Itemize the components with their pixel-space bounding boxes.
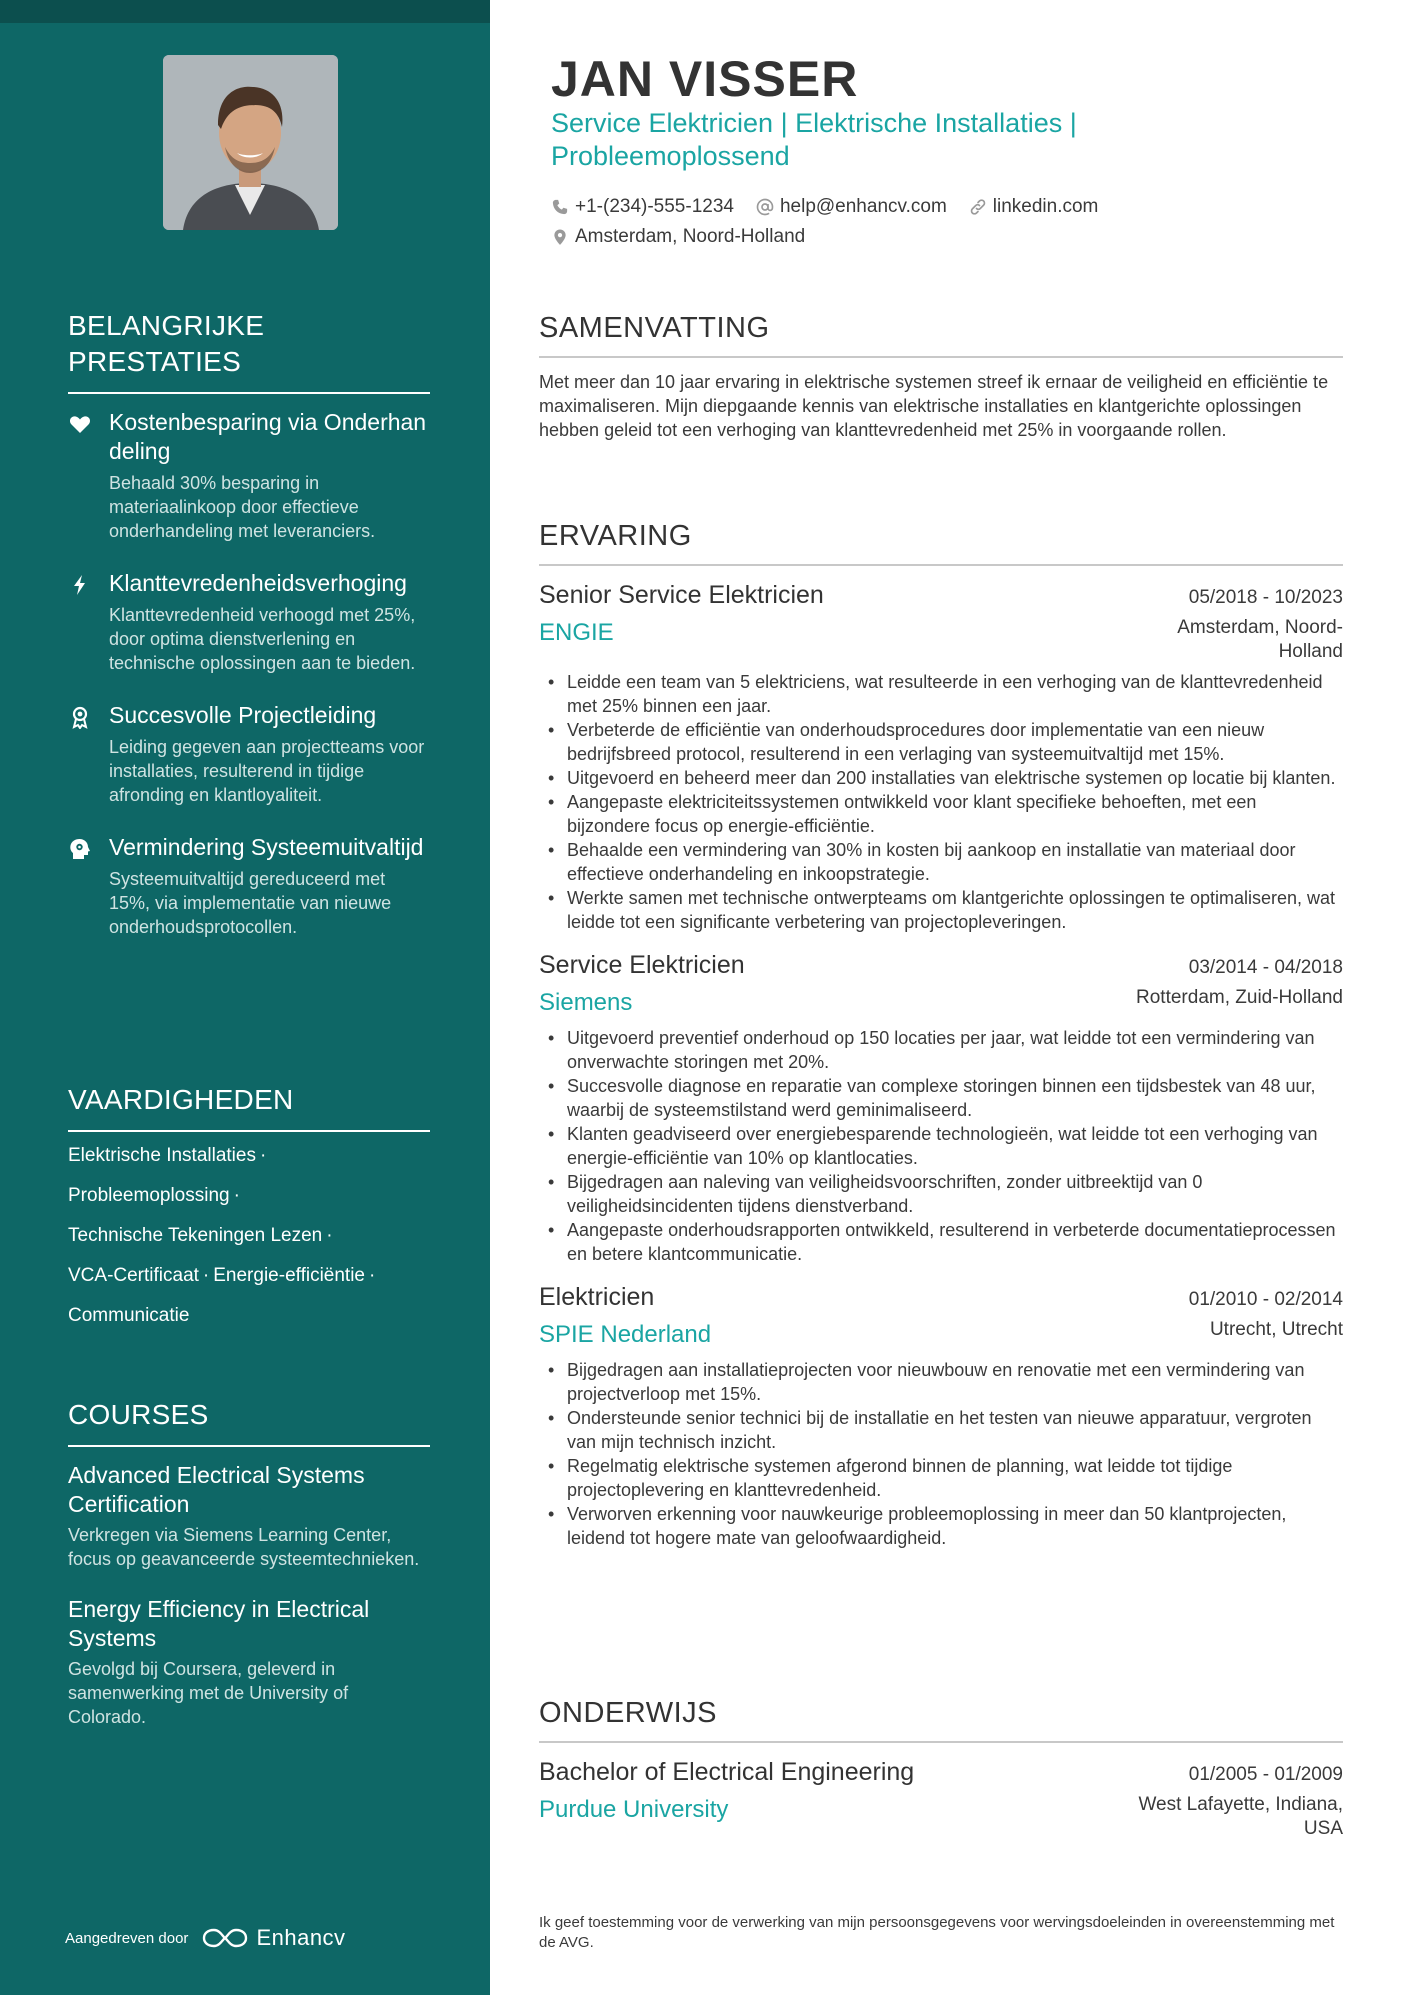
- job-entry: [539, 948, 1343, 1266]
- contact-location: [551, 226, 805, 248]
- education-section: [539, 1695, 1343, 1855]
- achievements-title: BELANGRIJKE PRESTATIES: [68, 308, 430, 394]
- candidate-name: JAN VISSER: [551, 51, 859, 107]
- job-bullet: • Leidde een team van 5 elektriciens, wat resulteerde in een verhoging van de klanttevredenheid met 25% binnen een jaar.: [539, 670, 1343, 718]
- linkedin-text: linkedin.com: [992, 196, 1099, 217]
- contact-info: [551, 192, 1120, 252]
- school-name: Purdue University: [539, 1796, 729, 1823]
- brand-name: Enhancv: [256, 1925, 346, 1950]
- job-title: Service Elektricien: [539, 951, 745, 979]
- skills-section: [68, 1082, 430, 1336]
- person-avatar-icon: [163, 55, 338, 230]
- job-bullet: • Uitgevoerd en beheerd meer dan 200 installaties van elektrische systemen op locatie bij klanten.: [539, 766, 1343, 790]
- skill-row: [68, 1256, 430, 1296]
- achievement-desc: Systeemuitvaltijd gereduceerd met 15%, via implementatie van nieuwe onderhoudsprotocollen.: [109, 869, 392, 937]
- job-bullet: • Bijgedragen aan installatieprojecten voor nieuwbouw en renovatie met een vermindering van projectverloop met 15%.: [539, 1358, 1343, 1406]
- experience-section: [539, 518, 1343, 1564]
- courses-section: [68, 1397, 430, 1753]
- job-bullet: • Verbeterde de efficiëntie van onderhoudsprocedures door implementatie van een nieuw bedrijfsbreed protocol, resulterend in een verlaging van systeemuitvaltijd met 15%.: [539, 718, 1343, 766]
- skill-item: Elektrische Installaties: [68, 1145, 256, 1166]
- job-bullet: • Verworven erkenning voor nauwkeurige probleemoplossing in meer dan 50 klantprojecten, leidend tot hogere mate van geloofwaardigheid.: [539, 1502, 1343, 1550]
- job-title: Senior Service Elektricien: [539, 581, 824, 609]
- contact-phone[interactable]: [551, 196, 734, 218]
- job-location: Utrecht, Utrecht: [1209, 1319, 1343, 1340]
- job-bullet: • Aangepaste elektriciteitssystemen ontwikkeld voor klant specifieke behoeften, met een bijzondere focus op energie-efficiëntie.: [539, 790, 1343, 838]
- heart-icon: [68, 412, 92, 436]
- candidate-headline: Service Elektricien | Elektrische Installaties | Probleemoplossend: [551, 108, 1077, 171]
- job-company: ENGIE: [539, 619, 614, 646]
- contact-linkedin[interactable]: [969, 196, 1099, 218]
- skill-row: [68, 1296, 430, 1336]
- achievement-title: Vermindering Systeemuitvaltijd: [109, 834, 424, 860]
- job-bullet: • Uitgevoerd preventief onderhoud op 150 locaties per jaar, wat leidde tot een vermindering van onverwachte storingen met 20%.: [539, 1026, 1343, 1074]
- skill-separator: ·: [202, 1265, 210, 1286]
- job-bullets: [539, 1026, 1343, 1266]
- experience-title: ERVARING: [539, 518, 1343, 566]
- consent-footer: Ik geef toestemming voor de verwerking van mijn persoonsgegevens voor wervingsdoeleinden in overeenstemming met de AVG.: [539, 1914, 1335, 1951]
- summary-text: Met meer dan 10 jaar ervaring in elektrische systemen streef ik ernaar de veiligheid en efficiëntie te maximaliseren. Mijn diepgaande kennis van elektrische installaties en klantgerichte oplossingen hebben geleid tot een verhoging van klanttevredenheid met 25% in voorgaande rollen.: [539, 372, 1329, 440]
- job-bullet: • Behaalde een vermindering van 30% in kosten bij aankoop en installatie van materiaal door effectieve onderhandeling en inkoopstrategie.: [539, 838, 1343, 886]
- achievement-title: Succesvolle Projectleiding: [109, 702, 377, 728]
- achievement-title: Klanttevredenheidsverhoging: [109, 570, 407, 596]
- course-item: [68, 1595, 430, 1729]
- skill-item: VCA-Certificaat: [68, 1265, 199, 1286]
- achievement-item: [68, 833, 430, 939]
- infinity-logo-icon: [202, 1926, 248, 1950]
- job-bullets: [539, 1358, 1343, 1550]
- phone-icon: [551, 198, 569, 216]
- job-location: Rotterdam, Zuid-Holland: [1136, 987, 1343, 1008]
- skill-separator: ·: [233, 1185, 240, 1206]
- achievement-item: [68, 701, 430, 807]
- school-location: West Lafayette, Indiana, USA: [1138, 1794, 1343, 1839]
- achievement-desc: Klanttevredenheid verhoogd met 25%, door optima dienstverlening en technische oplossingen aan te bieden.: [109, 605, 416, 673]
- job-bullets: [539, 670, 1343, 934]
- job-bullet: • Werkte samen met technische ontwerpteams om klantgerichte oplossingen te optimaliseren, wat leidde tot een significante verbetering van projectopleveringen.: [539, 886, 1343, 934]
- job-company: Siemens: [539, 989, 633, 1016]
- skill-item: Probleemoplossing: [68, 1185, 230, 1206]
- achievement-item: [68, 408, 430, 543]
- job-bullet: • Klanten geadviseerd over energiebesparende technologieën, wat leidde tot een verhoging van energie-efficiëntie van 10% op klantlocaties.: [539, 1122, 1343, 1170]
- job-bullet: • Aangepaste onderhoudsrapporten ontwikkeld, resulterend in verbeterde documentatieprocessen en betere klantcommunicatie.: [539, 1218, 1343, 1266]
- enhancv-logo[interactable]: [202, 1925, 345, 1951]
- powered-by-label: Aangedreven door: [65, 1929, 189, 1947]
- achievement-desc: Leiding gegeven aan projectteams voor installaties, resulterend in tijdige afronding en klantloyaliteit.: [109, 737, 425, 805]
- location-pin-icon: [551, 228, 569, 246]
- job-bullet: • Succesvolle diagnose en reparatie van complexe storingen binnen een tijdsbestek van 48 uur, waarbij de systeemstilstand werd geminimaliseerd.: [539, 1074, 1343, 1122]
- course-desc: Verkregen via Siemens Learning Center, focus op geavanceerde systeemtechnieken.: [68, 1525, 420, 1569]
- skill-separator: ·: [326, 1225, 333, 1246]
- achievement-item: [68, 569, 430, 675]
- job-entry: [539, 1280, 1343, 1550]
- skill-separator: ·: [369, 1265, 376, 1286]
- achievement-desc: Behaald 30% besparing in materiaalinkoop door effectieve onderhandeling met leveranciers.: [109, 473, 376, 541]
- education-title: ONDERWIJS: [539, 1695, 1343, 1743]
- skill-separator: ·: [259, 1145, 267, 1166]
- course-desc: Gevolgd bij Coursera, geleverd in samenwerking met de University of Colorado.: [68, 1659, 349, 1727]
- job-title: Elektricien: [539, 1283, 655, 1311]
- phone-text: +1-(234)-555-1234: [575, 196, 734, 217]
- job-bullet: • Bijgedragen aan naleving van veiligheidsvoorschriften, zonder uitbreektijd van 0 veiligheidsincidenten tijdens dienstverband.: [539, 1170, 1343, 1218]
- skill-row: [68, 1216, 430, 1256]
- courses-title: COURSES: [68, 1397, 430, 1447]
- head-gear-icon: [68, 837, 92, 861]
- education-dates: 01/2005 - 01/2009: [1188, 1764, 1343, 1785]
- powered-by: [65, 1925, 346, 1951]
- lightning-icon: [68, 573, 92, 597]
- job-dates: 01/2010 - 02/2014: [1188, 1289, 1343, 1310]
- sidebar: [0, 0, 490, 1995]
- skill-row: [68, 1176, 430, 1216]
- job-entry: [539, 578, 1343, 934]
- skill-row: [68, 1136, 430, 1176]
- course-item: [68, 1461, 430, 1571]
- job-company: SPIE Nederland: [539, 1321, 712, 1348]
- skills-title: VAARDIGHEDEN: [68, 1082, 430, 1132]
- job-bullet: • Regelmatig elektrische systemen afgerond binnen de planning, wat leidde tot tijdige projectoplevering en klanttevredenheid.: [539, 1454, 1343, 1502]
- at-icon: [756, 198, 774, 216]
- location-text: Amsterdam, Noord-Holland: [575, 226, 806, 247]
- job-dates: 05/2018 - 10/2023: [1188, 587, 1343, 608]
- skill-item: Communicatie: [68, 1305, 190, 1326]
- course-title: Advanced Electrical Systems Certification: [68, 1462, 365, 1517]
- degree-title: Bachelor of Electrical Engineering: [539, 1758, 915, 1786]
- achievement-title: Kostenbesparing via Onderhandeling: [109, 409, 427, 464]
- job-dates: 03/2014 - 04/2018: [1188, 957, 1343, 978]
- skill-item: Energie-efficiëntie: [213, 1265, 365, 1286]
- achievements-section: [68, 308, 430, 965]
- job-location: Amsterdam, Noord-Holland: [1177, 617, 1343, 662]
- education-entry: [539, 1755, 1343, 1841]
- summary-section: [539, 310, 1343, 442]
- course-title: Energy Efficiency in Electrical Systems: [68, 1596, 370, 1651]
- job-bullet: • Ondersteunde senior technici bij de installatie en het testen van nieuwe apparatuur, vergroten van mijn technisch inzicht.: [539, 1406, 1343, 1454]
- email-text: help@enhancv.com: [779, 196, 947, 217]
- contact-email[interactable]: [756, 196, 947, 218]
- skill-item: Technische Tekeningen Lezen: [68, 1225, 323, 1246]
- award-icon: [68, 705, 92, 729]
- summary-title: SAMENVATTING: [539, 310, 1343, 358]
- link-icon: [969, 198, 987, 216]
- profile-photo: [163, 55, 338, 230]
- sidebar-top-band: [0, 0, 490, 23]
